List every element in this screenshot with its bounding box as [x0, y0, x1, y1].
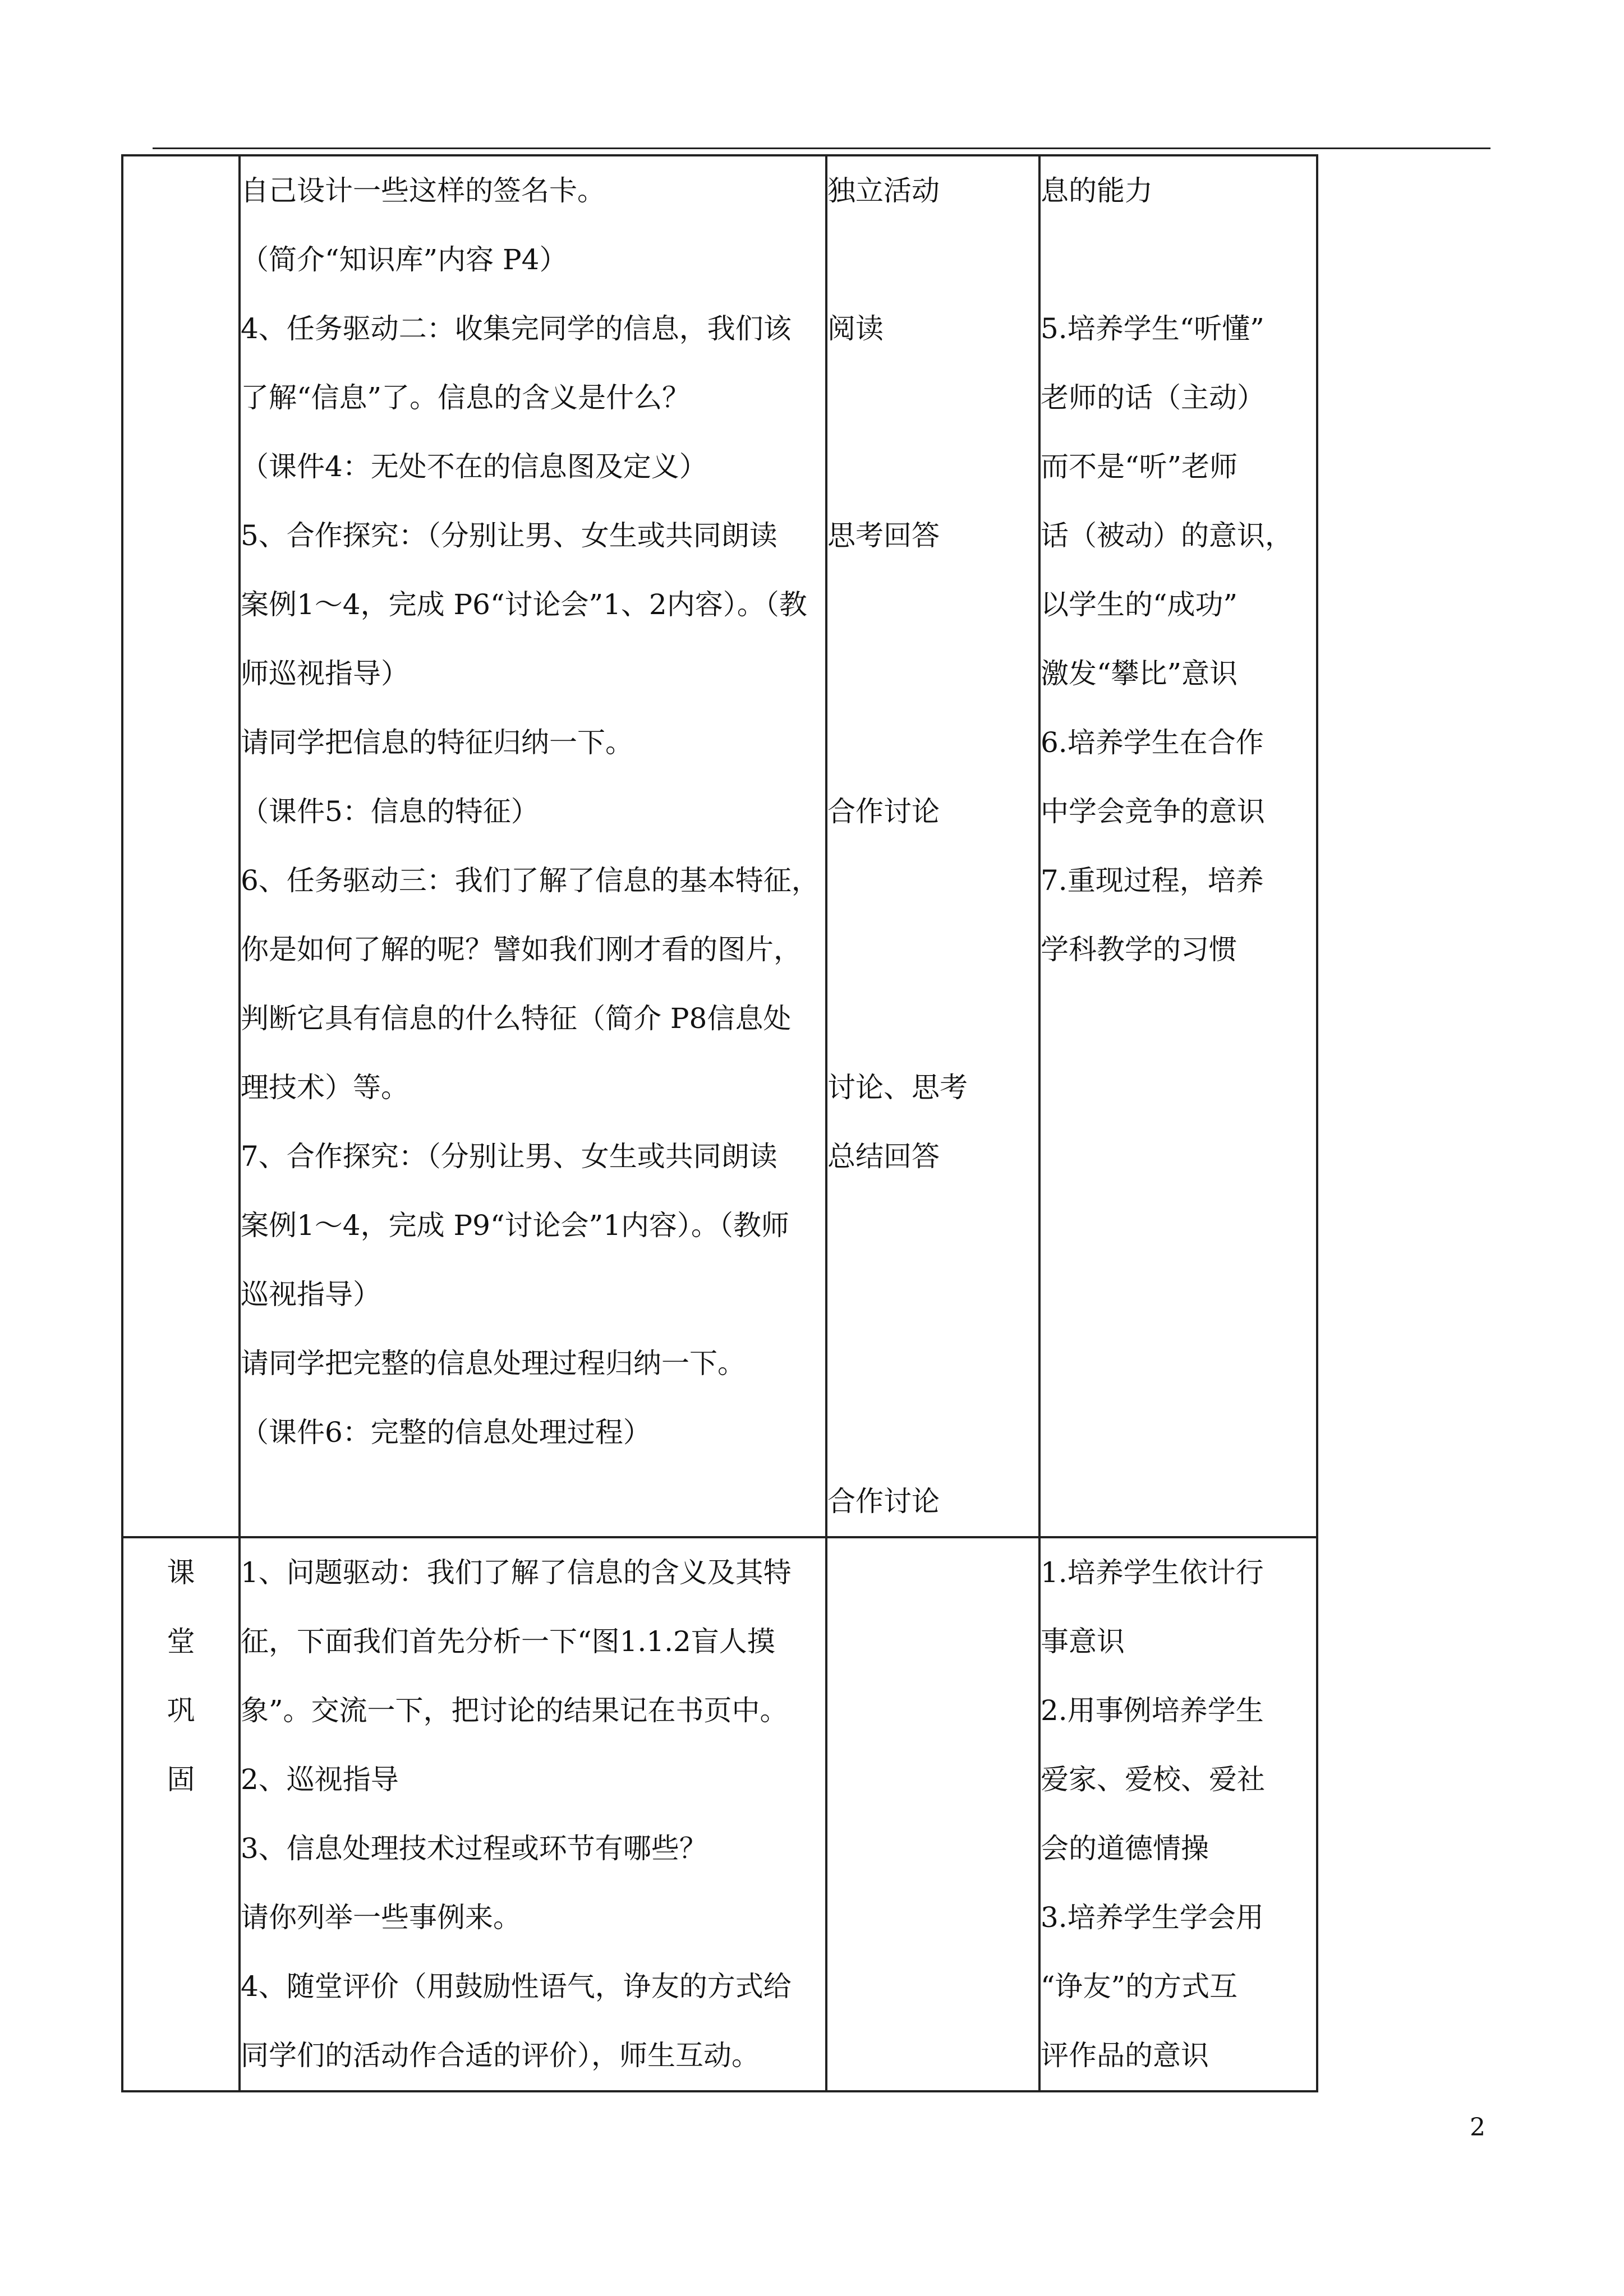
text-line: 7.重现过程，培养	[1041, 864, 1264, 897]
text-line	[827, 708, 1038, 777]
text-line: （简介“知识库”内容 P4）	[241, 243, 568, 276]
text-line: 2.用事例培养学生	[1041, 1694, 1264, 1727]
text-line: 5.培养学生“听懂”	[1041, 312, 1264, 345]
text-line: 独立活动	[827, 174, 940, 207]
text-line: 3、信息处理技术过程或环节有哪些？	[241, 1832, 707, 1865]
text-line: 中学会竞争的意识	[1041, 795, 1265, 828]
text-line	[827, 639, 1038, 708]
text-line: 巡视指导）	[241, 1278, 381, 1311]
text-line: （课件4：无处不在的信息图及定义）	[241, 450, 707, 483]
text-line	[1041, 225, 1316, 294]
text-line: 3.培养学生学会用	[1041, 1901, 1264, 1934]
text-line: 师巡视指导）	[241, 657, 409, 690]
header-rule	[153, 147, 1490, 149]
text-line: 理技术）等。	[241, 1071, 409, 1104]
stage-cell	[122, 155, 240, 1537]
text-line: 6、任务驱动三：我们了解了信息的基本特征，	[241, 864, 820, 897]
text-line: 6.培养学生在合作	[1041, 726, 1264, 759]
text-line: 自己设计一些这样的签名卡。	[241, 174, 605, 207]
text-line: 会的道德情操	[1041, 1832, 1209, 1865]
text-line: （课件6：完整的信息处理过程）	[241, 1416, 651, 1449]
stage-cell	[122, 1537, 240, 2091]
text-line	[827, 570, 1038, 639]
text-line: 评作品的意识	[1041, 2039, 1209, 2072]
text-line	[827, 225, 1038, 294]
text-line: “诤友”的方式互	[1041, 1970, 1238, 2003]
text-line: 爱家、爱校、爱社	[1041, 1763, 1265, 1796]
text-line: 你是如何了解的呢？譬如我们刚才看的图片，	[241, 933, 802, 966]
text-line: 请同学把完整的信息处理过程归纳一下。	[241, 1347, 746, 1380]
text-line	[827, 1191, 1038, 1260]
text-line: 话（被动）的意识，	[1041, 519, 1293, 552]
design-intent-cell	[1039, 155, 1317, 1537]
table-row	[122, 1537, 1317, 2091]
text-line: 1、问题驱动：我们了解了信息的含义及其特	[241, 1556, 792, 1589]
text-line: 判断它具有信息的什么特征（简介 P8信息处	[241, 1002, 792, 1035]
student-activity-cell	[826, 1537, 1039, 2091]
text-line: 以学生的“成功”	[1041, 588, 1238, 621]
text-line: 4、随堂评价（用鼓励性语气，诤友的方式给	[241, 1970, 792, 2003]
text-line: 阅读	[827, 312, 884, 345]
text-line: 了解“信息”了。信息的含义是什么？	[241, 381, 691, 414]
text-line: 7、合作探究：（分别让男、女生或共同朗读	[241, 1140, 778, 1173]
table-row	[122, 155, 1317, 1537]
teacher-activity-cell	[240, 155, 826, 1537]
text-line: 请同学把信息的特征归纳一下。	[241, 726, 633, 759]
text-line: 堂	[167, 1625, 195, 1658]
text-line: 1.培养学生依计行	[1041, 1556, 1264, 1589]
text-line: 息的能力	[1041, 174, 1153, 207]
text-line: 思考回答	[827, 519, 940, 552]
text-line: 合作讨论	[827, 1485, 940, 1518]
student-activity-cell	[826, 155, 1039, 1537]
text-line: 课	[167, 1556, 195, 1589]
text-line	[827, 1398, 1038, 1467]
text-line: 请你列举一些事例来。	[241, 1901, 521, 1934]
text-line: 2、巡视指导	[241, 1763, 399, 1796]
text-line: 4、任务驱动二：收集完同学的信息，我们该	[241, 312, 792, 345]
text-line: 象”。交流一下，把讨论的结果记在书页中。	[241, 1694, 788, 1727]
text-line: 讨论、思考	[827, 1071, 968, 1104]
text-line: 案例1～4，完成 P6“讨论会”1、2内容）。（教	[241, 588, 807, 621]
text-line	[827, 846, 1038, 915]
text-line: 巩	[167, 1694, 195, 1727]
text-line: 激发“攀比”意识	[1041, 657, 1238, 690]
text-line	[827, 432, 1038, 501]
text-line: 固	[167, 1763, 195, 1796]
text-line: 学科教学的习惯	[1041, 933, 1237, 966]
text-line: 老师的话（主动）	[1041, 381, 1265, 414]
text-line	[827, 1260, 1038, 1329]
text-line	[827, 984, 1038, 1053]
teacher-activity-cell	[240, 1537, 826, 2091]
text-line: 案例1～4，完成 P9“讨论会”1内容）。（教师	[241, 1209, 789, 1242]
text-line: 而不是“听”老师	[1041, 450, 1238, 483]
text-line: 合作讨论	[827, 795, 940, 828]
text-line	[827, 915, 1038, 984]
text-line: 同学们的活动作合适的评价），师生互动。	[241, 2039, 760, 2072]
text-line: 总结回答	[827, 1140, 940, 1173]
design-intent-cell	[1039, 1537, 1317, 2091]
text-line: 5、合作探究：（分别让男、女生或共同朗读	[241, 519, 778, 552]
text-line: （课件5：信息的特征）	[241, 795, 539, 828]
lesson-plan-table	[121, 154, 1318, 2092]
text-line	[827, 1329, 1038, 1398]
text-line: 事意识	[1041, 1625, 1125, 1658]
text-line	[827, 363, 1038, 432]
page-number: 2	[1470, 2113, 1485, 2142]
text-line: 征，下面我们首先分析一下“图1.1.2盲人摸	[241, 1625, 775, 1658]
